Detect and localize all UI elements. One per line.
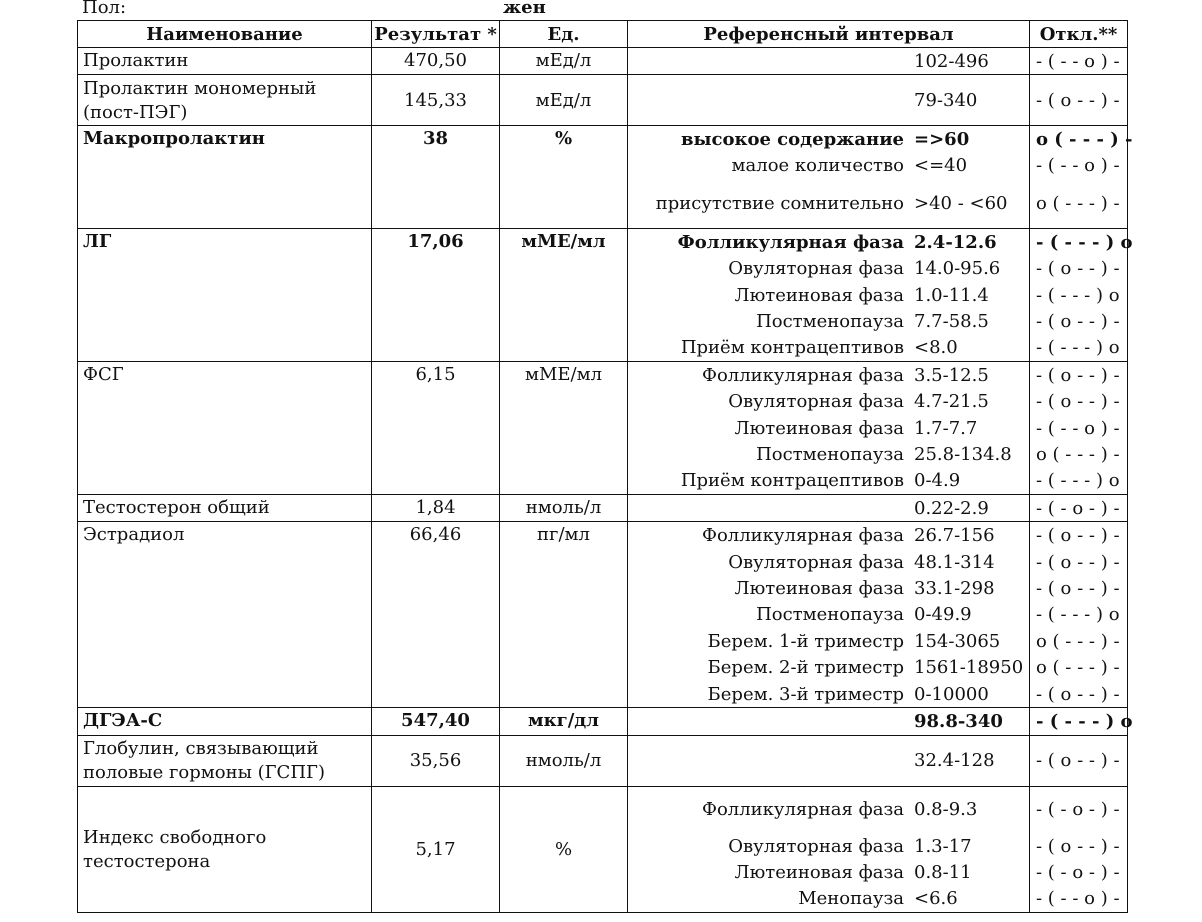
reference-line <box>628 681 1029 707</box>
reference-phase: Берем. 1-й триместр <box>707 630 904 652</box>
reference-phase: Фолликулярная фаза <box>702 364 904 386</box>
reference-range: <8.0 <box>914 337 958 359</box>
deviation-marker: - ( о - - ) - <box>1036 551 1120 573</box>
patient-sex-row <box>0 0 1202 22</box>
result-cell: 38 <box>372 126 500 229</box>
deviation-marker: - ( - о - ) - <box>1036 862 1120 884</box>
table-row <box>78 495 1128 522</box>
reference-interval-cell <box>628 735 1030 786</box>
reference-interval-cell <box>628 48 1030 75</box>
reference-range: 0.22-2.9 <box>914 497 989 519</box>
reference-interval-cell <box>628 786 1030 913</box>
reference-range: 32.4-128 <box>914 750 995 772</box>
reference-interval-cell <box>628 362 1030 495</box>
reference-line <box>628 797 1029 823</box>
reference-range: 98.8-340 <box>914 710 1003 732</box>
unit-cell: % <box>500 786 628 913</box>
table-row <box>78 362 1128 495</box>
deviation-cell <box>1030 735 1128 786</box>
result-cell: 547,40 <box>372 708 500 735</box>
deviation-marker: - ( - - - ) о <box>1036 604 1120 626</box>
reference-range: 1561-18950 <box>914 657 1024 679</box>
reference-line <box>628 833 1029 859</box>
deviation-marker: - ( - - - ) о <box>1036 470 1120 492</box>
reference-range: 14.0-95.6 <box>914 258 1001 280</box>
reference-line <box>628 886 1029 912</box>
table-row <box>78 522 1128 708</box>
reference-phase: Постменопауза <box>756 311 904 333</box>
deviation-marker: - ( о - - ) - <box>1036 89 1120 111</box>
deviation-marker: - ( - - о ) - <box>1036 888 1120 910</box>
deviation-cell <box>1030 362 1128 495</box>
result-cell: 6,15 <box>372 362 500 495</box>
table-row <box>78 48 1128 75</box>
test-name-cell: Тестостерон общий <box>78 495 372 522</box>
unit-cell: мкг/дл <box>500 708 628 735</box>
result-cell: 17,06 <box>372 229 500 362</box>
reference-line <box>628 708 1029 734</box>
test-name-cell: Эстрадиол <box>78 522 372 708</box>
reference-range: 0-10000 <box>914 683 989 705</box>
deviation-cell <box>1030 229 1133 362</box>
reference-range: 154-3065 <box>914 630 1001 652</box>
test-name-cell: Пролактин мономерный (пост-ПЭГ) <box>78 75 372 126</box>
reference-range: 33.1-298 <box>914 577 995 599</box>
test-name-cell: Глобулин, связывающий половые гормоны (ГСПГ) <box>78 735 372 786</box>
reference-phase: Лютеиновая фаза <box>734 862 904 884</box>
reference-line <box>628 628 1029 654</box>
reference-range: 2.4-12.6 <box>914 231 997 253</box>
reference-line <box>628 153 1029 179</box>
deviation-marker: о ( - - - ) - <box>1036 129 1133 151</box>
reference-line <box>628 389 1029 415</box>
test-name-cell: Пролактин <box>78 48 372 75</box>
table-row <box>78 75 1128 126</box>
deviation-marker: - ( о - - ) - <box>1036 835 1120 857</box>
test-name-cell: Макропролактин <box>78 126 372 229</box>
reference-phase: Менопауза <box>798 888 904 910</box>
deviation-marker: - ( - - - ) о <box>1036 284 1120 306</box>
reference-range: 26.7-156 <box>914 525 995 547</box>
deviation-cell <box>1030 522 1128 708</box>
deviation-marker: - ( о - - ) - <box>1036 311 1120 333</box>
table-row <box>78 126 1128 229</box>
lab-results-table <box>77 20 1133 913</box>
reference-phase: Овуляторная фаза <box>728 258 904 280</box>
deviation-marker: - ( о - - ) - <box>1036 391 1120 413</box>
reference-phase: Приём контрацептивов <box>680 337 904 359</box>
table-row <box>78 735 1128 786</box>
reference-phase: Овуляторная фаза <box>728 391 904 413</box>
reference-range: 0-49.9 <box>914 604 972 626</box>
table-row <box>78 786 1128 913</box>
reference-line <box>628 179 1029 228</box>
reference-phase: Овуляторная фаза <box>728 551 904 573</box>
reference-phase: Приём контрацептивов <box>680 470 904 492</box>
reference-line <box>628 747 1029 773</box>
reference-line <box>628 859 1029 885</box>
reference-range: 1.3-17 <box>914 835 972 857</box>
sex-value: жен <box>503 0 546 18</box>
sex-label: Пол: <box>82 0 127 18</box>
reference-line <box>628 48 1029 74</box>
deviation-marker: - ( о - - ) - <box>1036 525 1120 547</box>
result-cell: 5,17 <box>372 786 500 913</box>
reference-range: <6.6 <box>914 888 958 910</box>
reference-line <box>628 549 1029 575</box>
reference-phase: Постменопауза <box>756 443 904 465</box>
reference-range: 48.1-314 <box>914 551 995 573</box>
unit-cell: мЕд/л <box>500 75 628 126</box>
reference-line <box>628 468 1029 494</box>
deviation-marker: - ( о - - ) - <box>1036 258 1120 280</box>
reference-phase: Берем. 3-й триместр <box>707 683 904 705</box>
reference-line <box>628 256 1029 282</box>
unit-cell: пг/мл <box>500 522 628 708</box>
reference-line <box>628 87 1029 113</box>
deviation-marker: - ( - - о ) - <box>1036 417 1120 439</box>
deviation-marker: - ( - о - ) - <box>1036 799 1120 821</box>
deviation-marker: - ( о - - ) - <box>1036 577 1120 599</box>
deviation-cell <box>1030 75 1128 126</box>
reference-phase: Постменопауза <box>756 604 904 626</box>
reference-range: >40 - <60 <box>914 193 1008 215</box>
deviation-marker: - ( - - о ) - <box>1036 155 1120 177</box>
deviation-marker: о ( - - - ) - <box>1036 193 1120 215</box>
reference-interval-cell <box>628 495 1030 522</box>
reference-line <box>628 362 1029 388</box>
reference-phase: присутствие сомнительно <box>655 192 904 214</box>
test-name-cell: ДГЭА-С <box>78 708 372 735</box>
reference-range: 79-340 <box>914 89 978 111</box>
deviation-cell <box>1030 495 1128 522</box>
reference-range: 3.5-12.5 <box>914 364 989 386</box>
reference-line <box>628 282 1029 308</box>
unit-cell: мМЕ/мл <box>500 229 628 362</box>
reference-line <box>628 495 1029 521</box>
reference-phase: Лютеиновая фаза <box>734 577 904 599</box>
reference-interval-cell <box>628 75 1030 126</box>
reference-line <box>628 602 1029 628</box>
reference-range: 25.8-134.8 <box>914 443 1012 465</box>
column-header-reference: Референсный интервал <box>628 21 1030 48</box>
reference-line <box>628 415 1029 441</box>
reference-phase: малое количество <box>731 155 904 177</box>
reference-range: =>60 <box>914 129 970 151</box>
deviation-marker: - ( о - - ) - <box>1036 683 1120 705</box>
result-cell: 470,50 <box>372 48 500 75</box>
deviation-cell <box>1030 708 1133 735</box>
unit-cell: мМЕ/мл <box>500 362 628 495</box>
reference-range: 0.8-9.3 <box>914 799 978 821</box>
deviation-marker: - ( - - - ) о <box>1036 710 1133 732</box>
deviation-marker: о ( - - - ) - <box>1036 657 1120 679</box>
result-cell: 35,56 <box>372 735 500 786</box>
reference-range: 1.7-7.7 <box>914 417 978 439</box>
reference-phase: Берем. 2-й триместр <box>707 657 904 679</box>
reference-phase: Овуляторная фаза <box>728 835 904 857</box>
reference-range: 0.8-11 <box>914 862 972 884</box>
column-header-deviation: Откл.** <box>1030 21 1128 48</box>
reference-line <box>628 335 1029 361</box>
deviation-marker: - ( о - - ) - <box>1036 364 1120 386</box>
reference-range: 0-4.9 <box>914 470 961 492</box>
deviation-marker: о ( - - - ) - <box>1036 443 1120 465</box>
deviation-marker: - ( - - - ) о <box>1036 231 1133 253</box>
reference-phase: высокое содержание <box>680 129 904 151</box>
test-name-cell: ФСГ <box>78 362 372 495</box>
reference-line <box>628 575 1029 601</box>
reference-interval-cell <box>628 229 1030 362</box>
unit-cell: % <box>500 126 628 229</box>
table-row <box>78 708 1128 735</box>
reference-line <box>628 229 1029 255</box>
deviation-marker: - ( - - - ) о <box>1036 337 1120 359</box>
reference-range: 7.7-58.5 <box>914 311 989 333</box>
table-row <box>78 229 1128 362</box>
reference-interval-cell <box>628 126 1030 229</box>
deviation-cell <box>1030 786 1128 913</box>
result-cell: 66,46 <box>372 522 500 708</box>
result-cell: 1,84 <box>372 495 500 522</box>
result-cell: 145,33 <box>372 75 500 126</box>
reference-line <box>628 441 1029 467</box>
reference-line <box>628 522 1029 548</box>
reference-line <box>628 126 1029 152</box>
reference-phase: Лютеиновая фаза <box>734 284 904 306</box>
test-name-cell: Индекс свободного тестостерона <box>78 786 372 913</box>
deviation-marker: - ( - - о ) - <box>1036 50 1120 72</box>
unit-cell: нмоль/л <box>500 735 628 786</box>
column-header-name: Наименование <box>78 21 372 48</box>
deviation-cell <box>1030 126 1133 229</box>
reference-phase: Фолликулярная фаза <box>677 231 904 253</box>
column-header-result: Результат * <box>372 21 500 48</box>
deviation-marker: о ( - - - ) - <box>1036 630 1120 652</box>
reference-phase: Фолликулярная фаза <box>702 799 904 821</box>
unit-cell: мЕд/л <box>500 48 628 75</box>
reference-range: <=40 <box>914 155 968 177</box>
reference-line <box>628 654 1029 680</box>
unit-cell: нмоль/л <box>500 495 628 522</box>
deviation-marker: - ( о - - ) - <box>1036 750 1120 772</box>
deviation-cell <box>1030 48 1128 75</box>
reference-interval-cell <box>628 522 1030 708</box>
table-header-row <box>78 21 1128 48</box>
reference-phase: Фолликулярная фаза <box>702 525 904 547</box>
reference-interval-cell <box>628 708 1030 735</box>
reference-phase: Лютеиновая фаза <box>734 417 904 439</box>
reference-line <box>628 308 1029 334</box>
test-name-cell: ЛГ <box>78 229 372 362</box>
table-body <box>78 48 1133 913</box>
column-header-unit: Ед. <box>500 21 628 48</box>
reference-range: 4.7-21.5 <box>914 391 989 413</box>
reference-range: 1.0-11.4 <box>914 284 989 306</box>
reference-range: 102-496 <box>914 50 989 72</box>
deviation-marker: - ( - о - ) - <box>1036 497 1120 519</box>
